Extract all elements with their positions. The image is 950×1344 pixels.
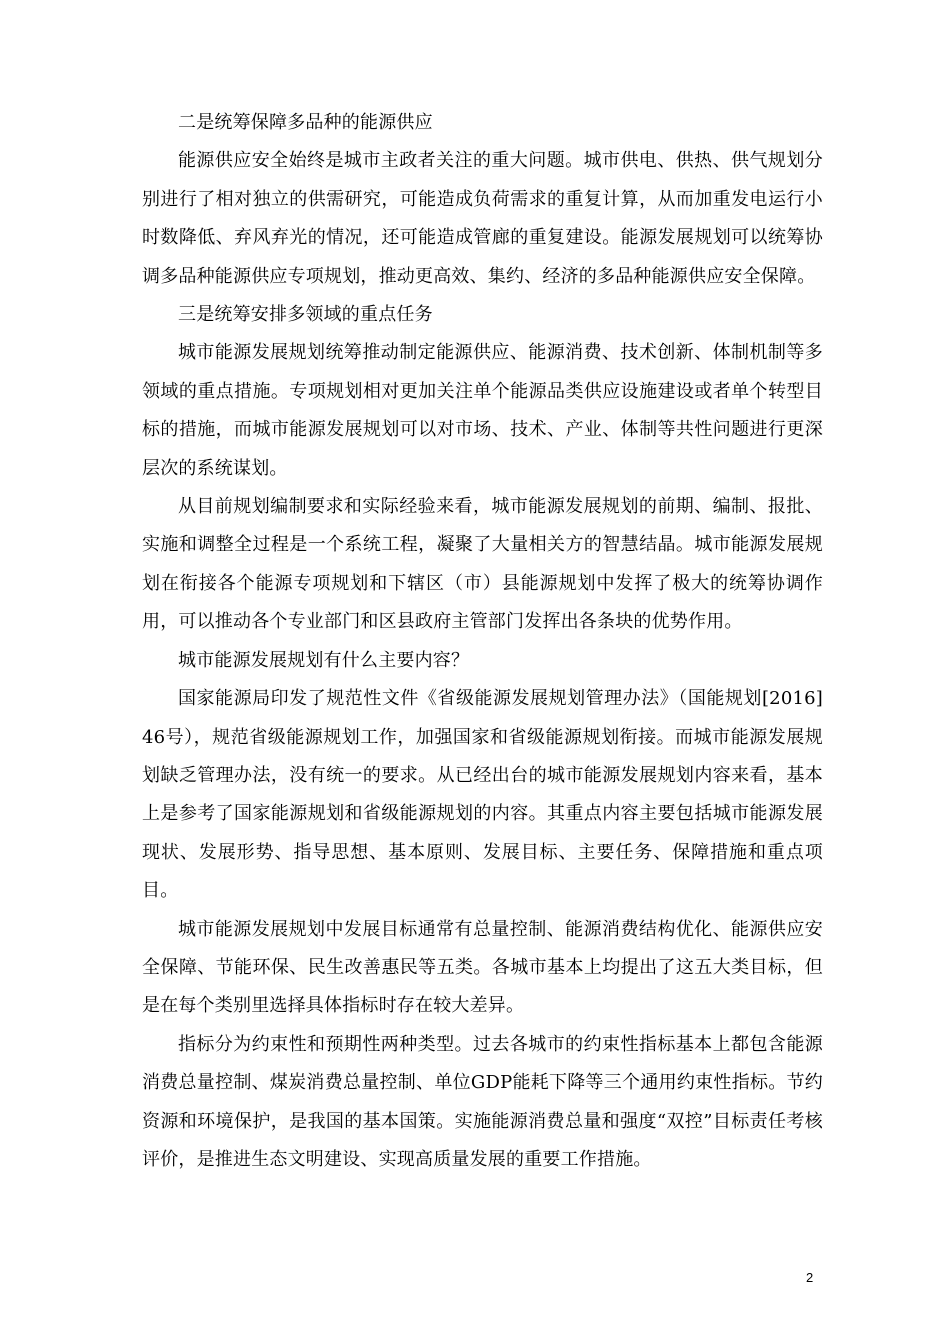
paragraph-heading-3: 三是统筹安排多领域的重点任务 [178, 304, 433, 326]
paragraph: 国家能源局印发了规范性文件《省级能源发展规划管理办法》（国能规划[2016]46号），规范省级能源规划工作，加强国家和省级能源规划衔接。而城市能源发展规划缺乏管理办法，没有统一的要求。从已经出台的城市能源发展规划内容来看，基本上是参考了国家能源规划和省级能源规划的内容。其重点内容主要包括城市能源发展现状、发展形势、指导思想、基本原则、发展目标、主要任务、保障措施和重点项目。 [142, 688, 823, 902]
paragraph: 城市能源发展规划统筹推动制定能源供应、能源消费、技术创新、体制机制等多领域的重点措施。专项规划相对更加关注单个能源品类供应设施建设或者单个转型目标的措施，而城市能源发展规划可以对市场、技术、产业、体制等共性问题进行更深层次的系统谋划。 [142, 342, 823, 479]
paragraph: 指标分为约束性和预期性两种类型。过去各城市的约束性指标基本上都包含能源消费总量控制、煤炭消费总量控制、单位GDP能耗下降等三个通用约束性指标。节约资源和环境保护，是我国的基本国策。实施能源消费总量和强度“双控”目标责任考核评价，是推进生态文明建设、实现高质量发展的重要工作措施。 [142, 1033, 823, 1170]
page-number: 2 [806, 1270, 814, 1285]
paragraph-question: 城市能源发展规划有什么主要内容？ [178, 649, 470, 671]
paragraph-heading-2: 二是统筹保障多品种的能源供应 [178, 112, 433, 133]
paragraph: 城市能源发展规划中发展目标通常有总量控制、能源消费结构优化、能源供应安全保障、节能环保、民生改善惠民等五类。各城市基本上均提出了这五大类目标，但是在每个类别里选择具体指标时存在较大差异。 [142, 918, 823, 1017]
paragraph: 能源供应安全始终是城市主政者关注的重大问题。城市供电、供热、供气规划分别进行了相对独立的供需研究，可能造成负荷需求的重复计算，从而加重发电运行小时数降低、弃风弃光的情况，还可能造成管廊的重复建设。能源发展规划可以统筹协调多品种能源供应专项规划，推动更高效、集约、经济的多品种能源供应安全保障。 [142, 150, 823, 287]
document-body [142, 104, 823, 1179]
paragraph: 从目前规划编制要求和实际经验来看，城市能源发展规划的前期、编制、报批、实施和调整全过程是一个系统工程，凝聚了大量相关方的智慧结晶。城市能源发展规划在衔接各个能源专项规划和下辖区（市）县能源规划中发挥了极大的统筹协调作用，可以推动各个专业部门和区县政府主管部门发挥出各条块的优势作用。 [142, 496, 823, 633]
